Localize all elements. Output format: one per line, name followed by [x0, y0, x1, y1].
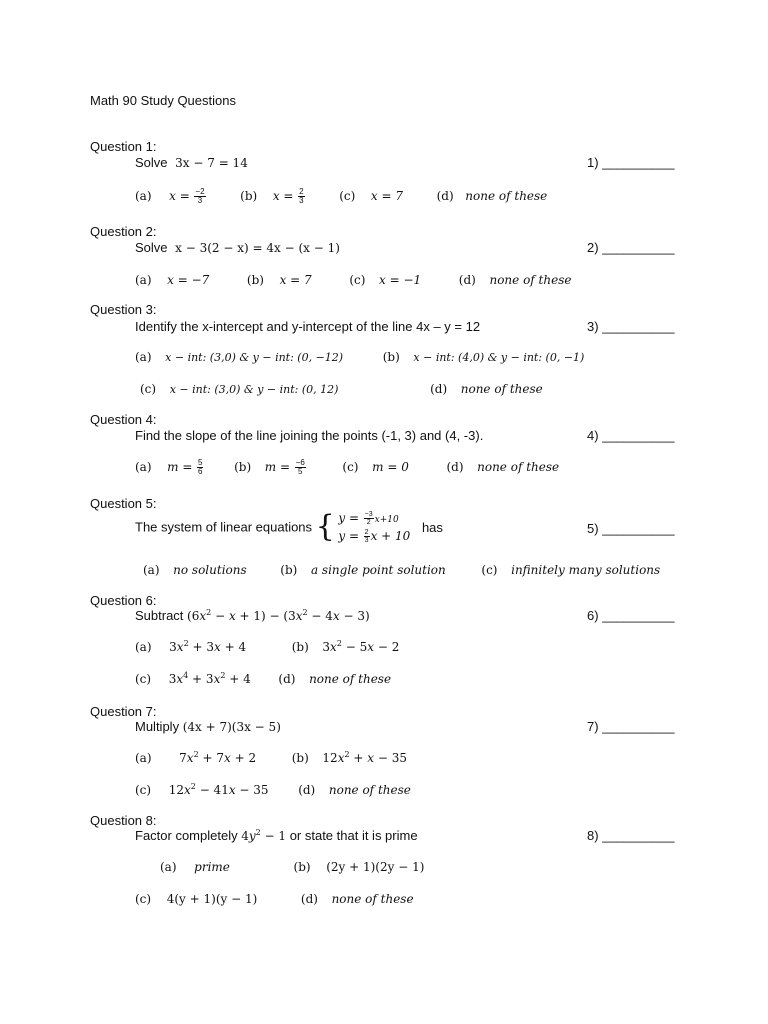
question-7-label: Question 7: [90, 704, 157, 719]
question-5-prompt: The system of linear equations { y = $\frac{-3}{2}$ x+10 y = $\frac{2}{3}$ x + 10 has [135, 509, 443, 545]
question-4-label: Question 4: [90, 412, 157, 427]
question-7-prompt: Multiply (4x + 7)(3x − 5) [135, 719, 281, 734]
question-7-expression: (4x + 7)(3x − 5) [182, 720, 281, 734]
question-1-label: Question 1: [90, 139, 157, 154]
question-7-choices-cd: (c) $12x^2 - 41x - 35$ (d) none of these [135, 782, 411, 797]
question-3-choices-ab: (a) x − int: (3,0) & y − int: (0, −12) (b) x − int: (4,0) & y − int: (0, −1) [135, 350, 585, 364]
question-2-equation: x − 3(2 − x) = 4x − (x − 1) [175, 241, 340, 255]
question-5-label: Question 5: [90, 496, 157, 511]
answer-blank-1[interactable]: 1) __________ [587, 155, 675, 170]
question-8-label: Question 8: [90, 813, 157, 828]
page-title: Math 90 Study Questions [90, 93, 236, 108]
question-6-label: Question 6: [90, 593, 157, 608]
question-6-choices-ab: (a) $3x^2 + 3x + 4$ (b) $3x^2 - 5x - 2$ [135, 639, 400, 654]
question-6-expression: $(6x^2 - x + 1) - (3x^2 - 4x - 3)$ [187, 608, 370, 623]
question-7-choices-ab: (a) $7x^2 + 7x + 2$ (b) $12x^2 + x - 35$ [135, 750, 407, 765]
question-1-prompt: Solve 3x − 7 = 14 [135, 155, 248, 170]
question-2-prompt: Solve x − 3(2 − x) = 4x − (x − 1) [135, 240, 340, 255]
answer-blank-7[interactable]: 7) __________ [587, 719, 675, 734]
question-4-prompt: Find the slope of the line joining the points (-1, 3) and (4, -3). [135, 428, 484, 443]
question-3-label: Question 3: [90, 302, 157, 317]
answer-blank-4[interactable]: 4) __________ [587, 428, 675, 443]
question-4-choices: (a) m = $\frac{5}{6}$ (b) m = $\frac{-6}{5}$ (c) m = 0 (d) none of these [135, 458, 560, 477]
answer-blank-5[interactable]: 5) __________ [587, 521, 675, 536]
system-brace-icon: { [315, 509, 335, 545]
answer-blank-2[interactable]: 2) __________ [587, 240, 675, 255]
answer-blank-8[interactable]: 8) __________ [587, 828, 675, 843]
question-8-choices-cd: (c) 4(y + 1)(y − 1) (d) none of these [135, 892, 414, 906]
question-2-choices: (a) x = −7 (b) x = 7 (c) x = −1 (d) none of these [135, 273, 572, 287]
question-6-prompt: Subtract $(6x^2 - x + 1) - (3x^2 - 4x - 3)$ [135, 608, 370, 623]
question-8-choices-ab: (a) prime (b) (2y + 1)(2y − 1) [160, 860, 425, 874]
question-1-choices: (a) x = $\frac{-2}{3}$ (b) x = $\frac{2}{3}$ (c) x = 7 (d) none of these [135, 187, 548, 206]
question-5-choices: (a) no solutions (b) a single point solution (c) infinitely many solutions [143, 563, 661, 577]
answer-blank-3[interactable]: 3) __________ [587, 319, 675, 334]
question-1-equation: 3x − 7 = 14 [175, 156, 248, 170]
question-3-prompt: Identify the x-intercept and y-intercept of the line 4x – y = 12 [135, 319, 481, 334]
question-8-prompt: Factor completely $4y^2 - 1$ or state that it is prime [135, 828, 418, 843]
question-2-label: Question 2: [90, 224, 157, 239]
equation-system: y = $\frac{-3}{2}$ x+10 y = $\frac{2}{3}$ x + 10 [338, 511, 411, 545]
answer-blank-6[interactable]: 6) __________ [587, 608, 675, 623]
question-3-choices-cd: (c) x − int: (3,0) & y − int: (0, 12) (d) none of these [140, 382, 543, 396]
question-6-choices-cd: (c) $3x^4 + 3x^2 + 4$ (d) none of these [135, 671, 392, 686]
